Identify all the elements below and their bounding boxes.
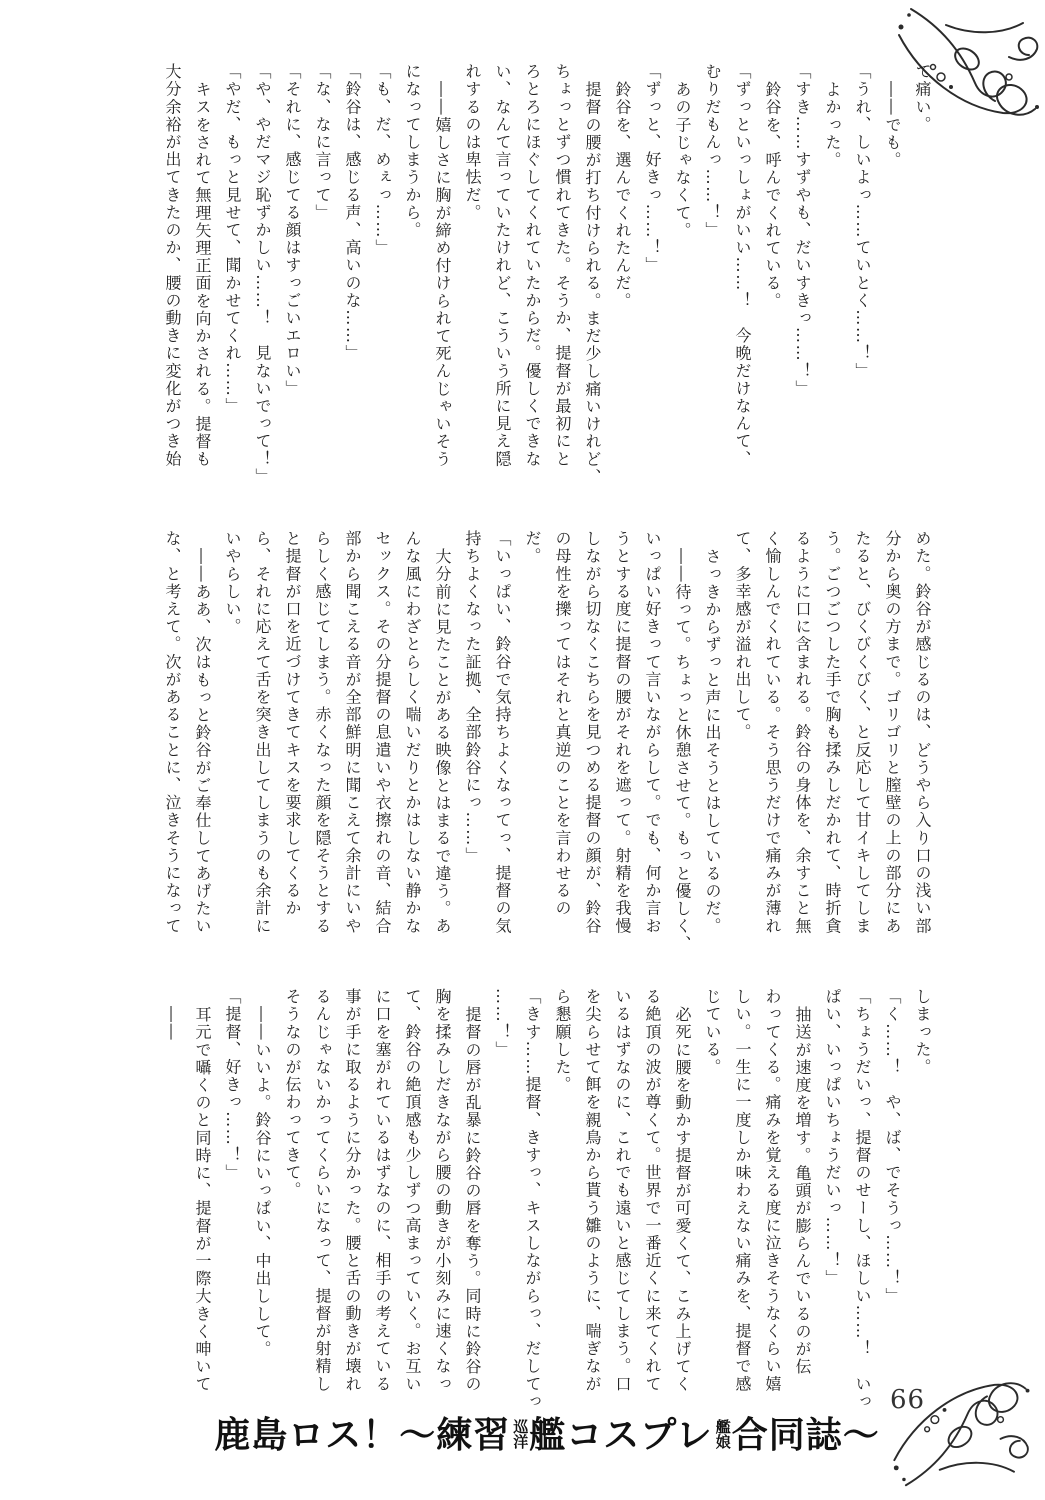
text-column: よかった。	[823, 81, 842, 169]
text-column: 必死に腰を動かす提督が可愛くて、こみ上げてく	[673, 1006, 692, 1394]
text-column: セックス。その分提督の息遣いや衣擦れの音、結合	[373, 530, 392, 935]
text-column: ……！」	[493, 988, 512, 1059]
text-column: キスをされて無理矢理正面を向かされる。提督も	[193, 81, 212, 469]
text-column: て痛い。	[913, 63, 932, 134]
text-column: 「きす……提督、きすっ、キスしながらっ、だしてっ	[523, 988, 542, 1411]
footer-title-small-junyou: 巡洋	[511, 1419, 530, 1449]
text-column: そうなのが伝わってきて。	[283, 988, 302, 1200]
text-column: いやらしい。	[223, 530, 242, 636]
text-column: うとする度に提督の腰がそれを遮って。射精を我慢	[613, 530, 632, 935]
text-column: になってしまうから。	[403, 63, 422, 239]
page-number: 66	[890, 1385, 926, 1415]
text-column: 「も、だ、めぇっ……」	[373, 63, 392, 257]
text-column: しながら切なくこちらを見つめる提督の顔が、鈴谷	[583, 530, 602, 935]
text-column: るように口に含まれる。鈴谷の身体を、余すこと無	[793, 530, 812, 935]
text-column: 部から聞こえる音が全部鮮明に聞こえて余計にいや	[343, 530, 362, 935]
text-column: 「提督、好きっ……！」	[223, 988, 242, 1182]
text-column: 鈴谷を、選んでくれたんだ。	[613, 81, 632, 310]
text-column: ら懇願した。	[553, 988, 572, 1094]
text-column: と提督が口を近づけてきてキスを要求してくるか	[283, 530, 302, 918]
text-column: 「鈴谷は、感じる声、高いのな……」	[343, 63, 362, 363]
text-column: 分から奥の方まで。ゴリゴリと膣壁の上の部分にあ	[883, 530, 902, 935]
text-column: しい。一生に一度しか味わえない痛みを、提督で感	[733, 988, 752, 1393]
text-column: 大分余裕が出てきたのか、腰の動きに変化がつき始	[163, 63, 182, 468]
text-column: 「ずっといっしょがいい……！ 今晩だけなんて、	[733, 63, 752, 468]
text-column: 提督の腰が打ち付けられる。まだ少し痛いけれど、	[583, 81, 602, 486]
text-column: 鈴谷を、呼んでくれている。	[763, 81, 782, 310]
text-column: に口を塞がれているはずなのに、相手の考えている	[373, 988, 392, 1393]
text-column: ちょっとずつ慣れてきた。そうか、提督が最初にと	[553, 63, 572, 468]
text-column: 「うれ、しいよっ……ていとく……！」	[853, 63, 872, 380]
text-band-bottom	[157, 988, 937, 1412]
text-column: 提督の唇が乱暴に鈴谷の唇を奪う。同時に鈴谷の	[463, 1006, 482, 1394]
text-column: ――嬉しさに胸が締め付けられて死んじゃいそう	[433, 81, 452, 469]
text-column: ら、それに応えて舌を突き出してしまうのも余計に	[253, 530, 272, 935]
text-column: ろとろにほぐしてくれていたからだ。優しくできな	[523, 63, 542, 468]
text-column: ぱい、いっぱいちょうだいっ……！」	[823, 988, 842, 1288]
text-column: じている。	[703, 988, 722, 1076]
text-column: 「な、なに言って」	[313, 63, 332, 222]
text-column: だ。	[523, 530, 542, 566]
text-column: 「それに、感じてる顔はすっごいエロい」	[283, 63, 302, 398]
text-column: ――でも。	[883, 81, 902, 169]
footer-title-text: 合同誌～	[731, 1415, 880, 1456]
text-column: 「すき……すずやも、だいすきっ……！」	[793, 63, 812, 398]
text-column: て、鈴谷の絶頂感も少しずつ高まっていく。お互い	[403, 988, 422, 1393]
text-column: 「く……！ や、ば、でそうっ……！」	[883, 988, 902, 1305]
text-column: るんじゃないかってくらいになって、提督が射精し	[313, 988, 332, 1393]
text-column: く愉しんでくれている。そう思うだけで痛みが薄れ	[763, 530, 782, 935]
text-column: 持ちよくなった証拠、全部鈴谷にっ……」	[463, 530, 482, 865]
text-column: さっきからずっと声に出そうとはしているのだ。	[703, 548, 722, 936]
text-column: ――	[163, 1006, 182, 1042]
text-column: 大分前に見たことがある映像とはまるで違う。あ	[433, 548, 452, 936]
text-column: い、なんて言っていたけれど、こういう所に見え隠	[493, 63, 512, 468]
text-band-top	[157, 63, 937, 487]
text-column: ――待って。ちょっと休憩させて。もっと優しく、	[673, 548, 692, 953]
footer-title-small-kanmusu: 艦娘	[713, 1419, 732, 1449]
text-column: 「ずっと、好きっ……！」	[643, 63, 662, 275]
text-column: 耳元で囁くのと同時に、提督が一際大きく呻いて	[193, 1006, 212, 1394]
text-column: を尖らせて餌を親鳥から貰う雛のように、喘ぎなが	[583, 988, 602, 1393]
text-column: 「や、やだマジ恥ずかしい……！ 見ないでって！」	[253, 63, 272, 486]
text-column: の母性を擽ってはそれと真逆のことを言わせるの	[553, 530, 572, 918]
text-column: しまった。	[913, 988, 932, 1076]
text-band-middle	[157, 530, 937, 954]
text-column: な、と考えて。次があることに、泣きそうになって	[163, 530, 182, 935]
footer-title-text: 鹿島ロス！～練習	[214, 1415, 511, 1456]
text-column: れするのは卑怯だ。	[463, 63, 482, 222]
text-column: 胸を揉みしだきながら腰の動きが小刻みに速くなっ	[433, 988, 452, 1393]
text-column: むりだもんっ……！」	[703, 63, 722, 239]
text-column: めた。鈴谷が感じるのは、どうやら入り口の浅い部	[913, 530, 932, 935]
text-column: 「ちょうだいっ、提督のせーし、ほしい……！ いっ	[853, 988, 872, 1411]
footer-title-text: 艦コスプレ	[529, 1415, 713, 1456]
text-column: あの子じゃなくて。	[673, 81, 692, 240]
text-column: 「いっぱい、鈴谷で気持ちよくなってっ、提督の気	[493, 530, 512, 935]
text-column: て、多幸感が溢れ出して。	[733, 530, 752, 742]
text-column: ――いいよ。鈴谷にいっぱい、中出しして。	[253, 1006, 272, 1358]
text-column: 事が手に取るように分かった。腰と舌の動きが壊れ	[343, 988, 362, 1393]
text-column: わってくる。痛みを覚える度に泣きそうなくらい嬉	[763, 988, 782, 1393]
text-column: いっぱい好きって言いながらして。でも、何か言お	[643, 530, 662, 935]
text-column: たると、びくびくびく、と反応して甘イキしてしま	[853, 530, 872, 935]
footer-title	[157, 1412, 937, 1460]
text-column: る絶頂の波が尊くて。世界で一番近くに来てくれて	[643, 988, 662, 1393]
text-column: ――ああ、次はもっと鈴谷がご奉仕してあげたい	[193, 548, 212, 936]
text-column: 「やだ、もっと見せて、聞かせてくれ……」	[223, 63, 242, 415]
text-column: いるはずなのに、これでも遠いと感じてしまう。口	[613, 988, 632, 1393]
text-column: う。ごつごつした手で胸も揉みしだかれて、時折貪	[823, 530, 842, 935]
text-column: んな風にわざとらしく喘いだりとかはしない静かな	[403, 530, 422, 935]
text-column: 抽送が速度を増す。亀頭が膨らんでいるのが伝	[793, 1006, 812, 1376]
text-column: らしく感じてしまう。赤くなった顔を隠そうとする	[313, 530, 332, 935]
